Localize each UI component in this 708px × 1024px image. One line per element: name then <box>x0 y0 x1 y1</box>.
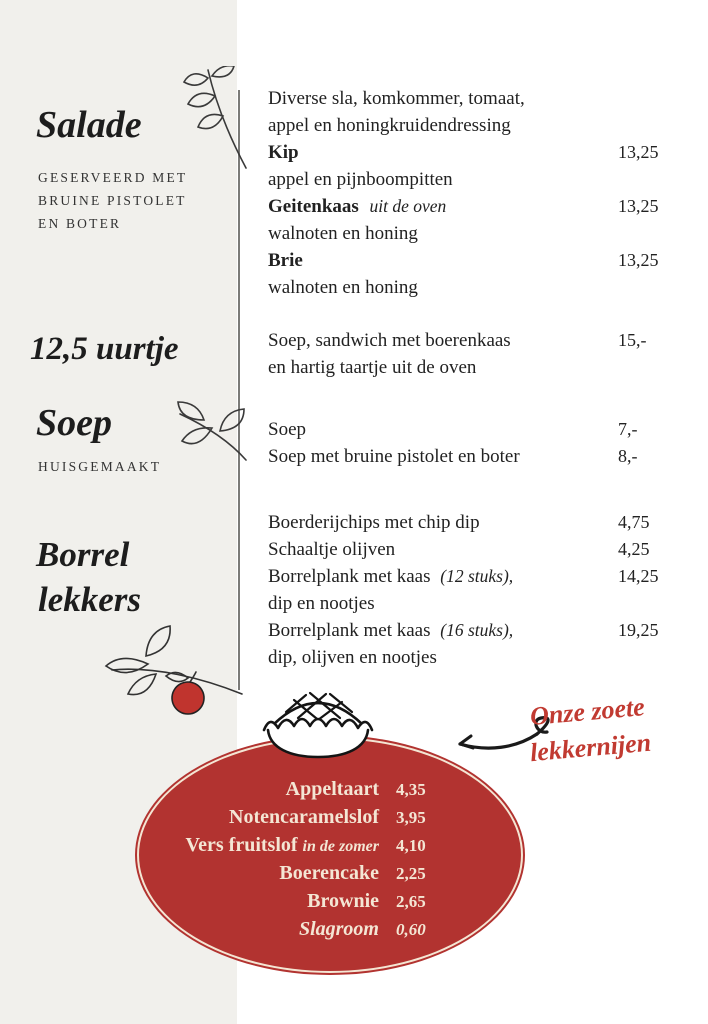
item-desc: walnoten en honing <box>268 277 418 298</box>
dessert-panel <box>137 737 523 973</box>
menu-section-borrel <box>268 509 668 671</box>
menu-item <box>268 247 668 274</box>
menu-item <box>268 563 668 590</box>
item-name: Soep, sandwich met boerenkaas <box>268 330 511 351</box>
menu-line <box>268 644 668 671</box>
item-text: Diverse sla, komkommer, tomaat, <box>268 88 525 109</box>
menu-item <box>268 416 668 443</box>
dessert-item <box>139 859 521 887</box>
dessert-name: Appeltaart <box>285 778 379 800</box>
menu-item <box>268 327 668 354</box>
vertical-divider <box>238 90 240 690</box>
menu-item <box>268 139 668 166</box>
item-name: Boerderijchips met chip dip <box>268 512 480 533</box>
item-price: 15,- <box>618 330 647 350</box>
item-price: 14,25 <box>618 566 659 586</box>
callout-line1: Onze zoete <box>528 692 646 732</box>
menu-line <box>268 354 668 381</box>
dessert-price: 2,65 <box>396 892 426 911</box>
section-title-soep: Soep <box>36 402 112 444</box>
dessert-name: Boerencake <box>279 862 379 884</box>
dessert-callout <box>491 686 687 774</box>
menu-item <box>268 193 668 220</box>
menu-section-soep <box>268 416 668 470</box>
menu-item <box>268 617 668 644</box>
dessert-name: Slagroom <box>298 918 379 940</box>
item-name: Soep met bruine pistolet en boter <box>268 446 520 467</box>
dessert-item <box>139 887 521 915</box>
item-name: Kip <box>268 142 299 163</box>
item-price: 13,25 <box>618 250 659 270</box>
item-name: Brie <box>268 250 303 271</box>
section-title-borrel <box>36 532 141 622</box>
item-name: Geitenkaas <box>268 196 359 217</box>
dessert-item <box>139 803 521 831</box>
item-desc: walnoten en honing <box>268 223 418 244</box>
pie-icon <box>260 690 376 762</box>
item-desc: en hartig taartje uit de oven <box>268 357 477 378</box>
leaf-branch-icon <box>176 398 248 462</box>
menu-section-uurtje <box>268 327 668 381</box>
item-name: Borrelplank met kaas <box>268 566 431 587</box>
item-note: (16 stuks), <box>440 620 514 640</box>
dessert-price: 2,25 <box>396 864 426 883</box>
menu-line <box>268 220 668 247</box>
dessert-price: 4,35 <box>396 780 426 799</box>
menu-section-salade <box>268 85 668 301</box>
menu-item <box>268 443 668 470</box>
item-price: 4,25 <box>618 539 650 559</box>
item-desc: appel en pijnboompitten <box>268 169 453 190</box>
item-price: 7,- <box>618 419 638 439</box>
section-subtitle-soep: HUISGEMAAKT <box>38 459 162 474</box>
dessert-item <box>139 831 521 859</box>
callout-line2: lekkernijen <box>528 727 653 768</box>
leaf-branch-icon <box>182 66 254 170</box>
dessert-name: Notencaramelslof <box>229 806 379 828</box>
dessert-name <box>139 831 379 861</box>
dessert-price: 4,10 <box>396 836 426 855</box>
item-text: appel en honingkruidendressing <box>268 115 511 136</box>
section-title-salade: Salade <box>36 104 142 146</box>
item-suffix: uit de oven <box>369 196 447 216</box>
item-note: (12 stuks), <box>440 566 514 586</box>
menu-line <box>268 590 668 617</box>
item-price: 13,25 <box>618 196 659 216</box>
menu-item <box>268 536 668 563</box>
menu-line <box>268 166 668 193</box>
menu-line <box>268 274 668 301</box>
borrel-title-line2: lekkers <box>38 580 142 619</box>
menu-item <box>268 509 668 536</box>
dessert-list <box>139 775 521 943</box>
item-price: 8,- <box>618 446 638 466</box>
item-desc: dip, olijven en nootjes <box>268 647 437 668</box>
dessert-price: 3,95 <box>396 808 426 827</box>
item-price: 13,25 <box>618 142 659 162</box>
dessert-item <box>139 775 521 803</box>
item-price: 19,25 <box>618 620 659 640</box>
section-subtitle-salade: GESERVEERD MET BRUINE PISTOLET EN BOTER <box>38 170 188 231</box>
dessert-name: Brownie <box>307 890 379 912</box>
menu-line <box>268 85 668 112</box>
dessert-item <box>139 915 521 943</box>
item-price: 4,75 <box>618 512 650 532</box>
borrel-title-line1: Borrel <box>36 535 130 574</box>
item-desc: dip en nootjes <box>268 593 375 614</box>
menu-line <box>268 112 668 139</box>
dessert-name-text: Vers fruitslof <box>185 834 298 856</box>
apple-branch-icon <box>102 624 247 722</box>
item-name: Schaaltje olijven <box>268 539 396 560</box>
dessert-price: 0,60 <box>396 920 426 939</box>
item-name: Soep <box>268 419 306 440</box>
dessert-note: in de zomer <box>302 838 379 855</box>
section-title-uurtje: 12,5 uurtje <box>30 331 179 367</box>
item-name: Borrelplank met kaas <box>268 620 431 641</box>
